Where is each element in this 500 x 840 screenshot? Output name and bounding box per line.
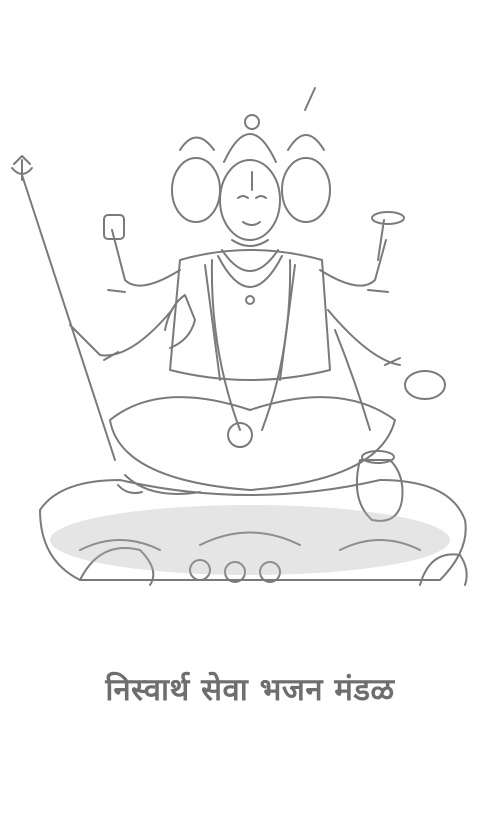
deity-artwork [0, 80, 500, 590]
deity-sketch-icon [0, 80, 500, 590]
mandal-title: निस्वार्थ सेवा भजन मंडळ [105, 672, 395, 708]
